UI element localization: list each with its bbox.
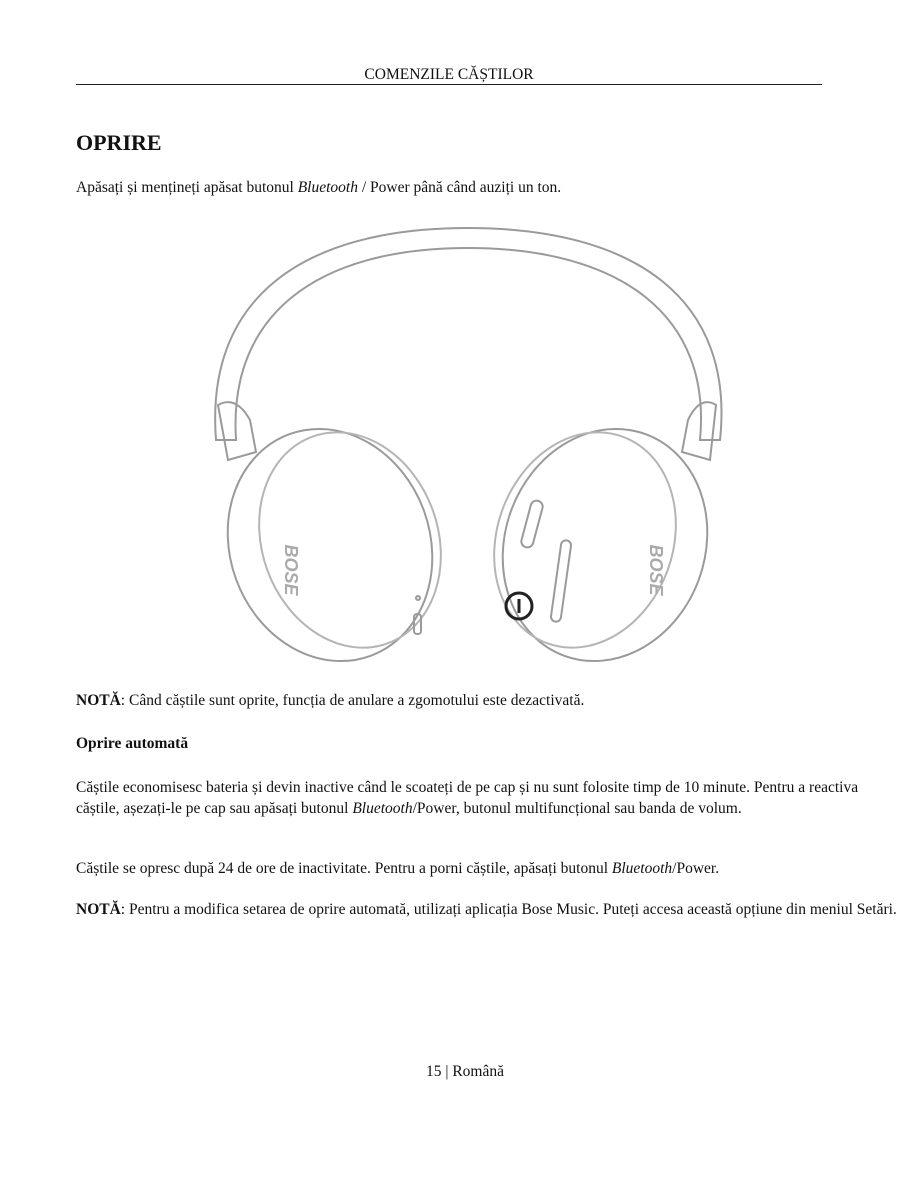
section-title: OPRIRE [76,130,162,155]
bose-logo: BOSE [281,544,301,596]
text: / Power până când auziți un ton. [357,179,562,196]
header-rule-right [535,70,822,85]
separator: | [441,1063,453,1080]
right-hinge [682,402,716,460]
headphones-illustration [190,220,750,670]
header-title: COMENZILE CĂȘTILOR [364,66,534,83]
left-hinge [218,402,256,460]
subsection-title: Oprire automată [76,735,189,752]
note-text: : Când căștile sunt oprite, funcția de anulare a zgomotului este dezactivată. [120,692,585,709]
auto-off-paragraph-1 [76,777,861,819]
headband [215,228,721,440]
instruction-text [76,177,866,198]
section-title-wrap [76,130,162,156]
language: Română [452,1063,504,1080]
right-earcup [465,400,740,670]
text: Căștile economisesc bateria și devin inactive când le scoateți de pe cap și nu sunt folosite timp de 10 minute. Pentru a reactiva căștile, așezați-le pe cap sau apăsați butonul [76,779,859,817]
auto-off-paragraph-2 [76,858,866,879]
note-label: NOTĂ [76,692,121,709]
page-footer [0,1063,919,1081]
page-number: 15 [425,1063,442,1080]
bluetooth-term: Bluetooth [297,179,358,196]
note-text: : Pentru a modifica setarea de oprire automată, utilizați aplicația Bose Music. Puteți accesa această opțiune din meniul Setări. [120,901,897,918]
text: /Power, butonul multifuncțional sau banda de volum. [412,800,742,817]
bluetooth-term: Bluetooth [611,860,673,877]
text: Apăsați și mențineți apăsat butonul [76,179,298,196]
note-label: NOTĂ [76,901,121,918]
header-rule-left [76,70,363,85]
note-1 [76,690,866,711]
note-2 [76,899,913,920]
text: /Power. [672,860,720,877]
bluetooth-term: Bluetooth [352,800,413,817]
text: Căștile se opresc după 24 de ore de inactivitate. Pentru a porni căștile, apăsați butonul [76,860,612,877]
running-header [76,66,822,85]
svg-text:BOSE: BOSE [646,544,666,596]
